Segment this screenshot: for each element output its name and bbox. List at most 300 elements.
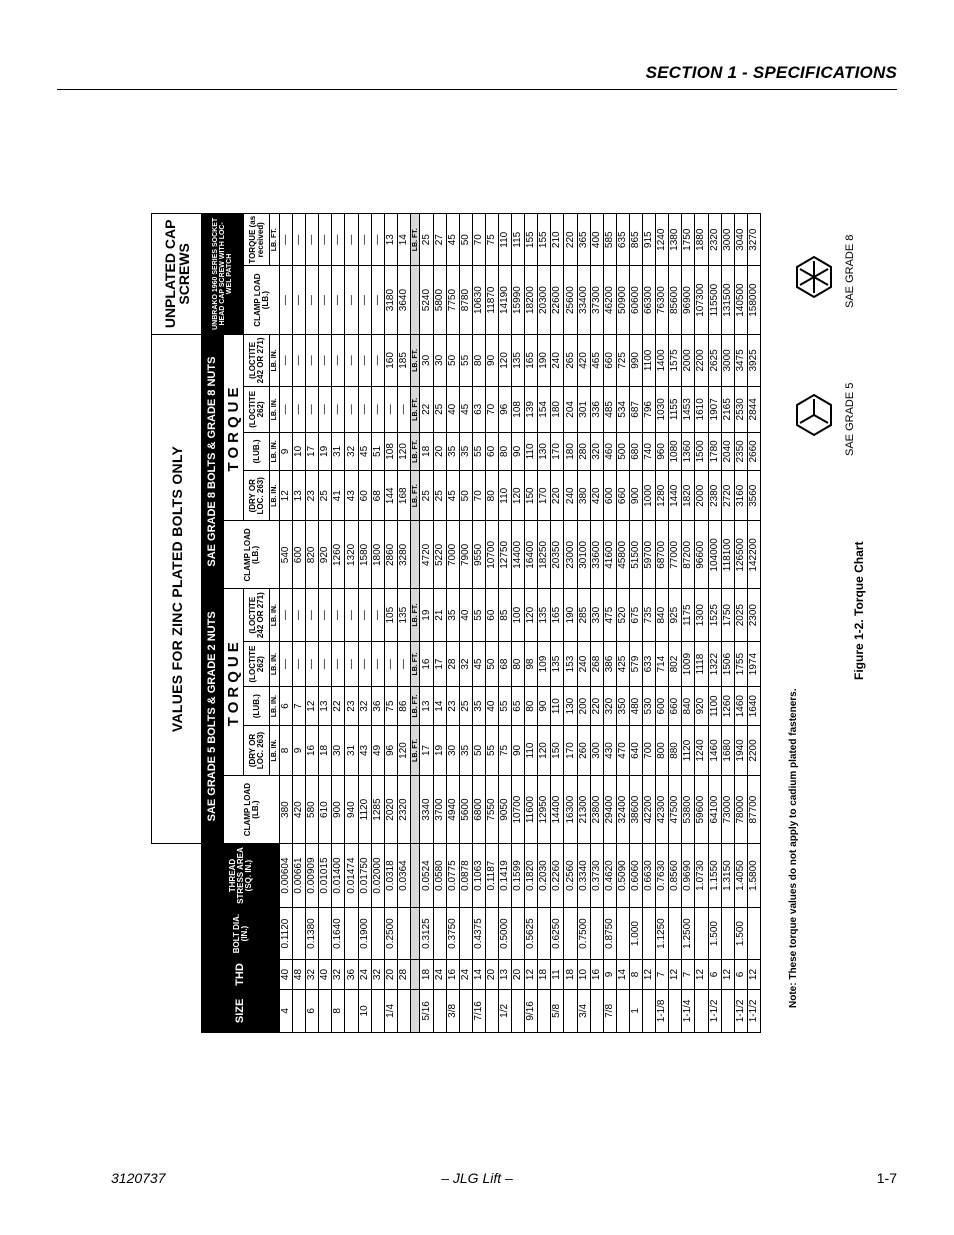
grade8-cell: 108	[512, 387, 525, 432]
grade5-cell: 110	[525, 725, 538, 775]
thd-cell: 40	[319, 960, 332, 990]
unplated-cell: 107300	[695, 266, 708, 334]
grade5-cell: 6800	[472, 775, 485, 843]
grade5-cell: 80	[512, 641, 525, 686]
grade8-cell: 10	[293, 432, 306, 471]
thd-cell: 24	[358, 960, 371, 990]
stress-area-cell: 0.1419	[499, 844, 512, 908]
grade8-cell: —	[358, 387, 371, 432]
bolt-dia-cell: 0.3125	[420, 907, 433, 959]
grade5-cell: 190	[564, 589, 577, 641]
grade5-cell: 43	[358, 725, 371, 775]
grade5-cell: 802	[669, 641, 682, 686]
grade5-cell: 300	[590, 725, 603, 775]
table-row	[577, 214, 590, 1033]
table-row	[459, 214, 472, 1033]
grade8-cell: 185	[397, 334, 410, 386]
footer-company: – JLG Lift –	[441, 1170, 513, 1186]
grade5-cell: 425	[616, 641, 629, 686]
bolt-dia-cell	[721, 907, 734, 959]
g8-lub-header: (LUB.)	[244, 432, 270, 471]
size-cell: 7/8	[603, 989, 616, 1032]
grade5-cell: 1974	[747, 641, 760, 686]
grade8-cell: 10700	[485, 521, 498, 589]
grade8-cell: 23	[306, 471, 319, 521]
unplated-cell: —	[306, 214, 319, 266]
grade8-cell: 420	[577, 334, 590, 386]
grade8-cell: 60	[485, 432, 498, 471]
table-row	[512, 214, 525, 1033]
thd-cell: 18	[420, 960, 433, 990]
grade5-cell: 55	[472, 589, 485, 641]
grade5-cell: 65	[512, 687, 525, 726]
grade8-cell: 160	[384, 334, 397, 386]
grade5-cell: —	[319, 589, 332, 641]
size-cell: 3/4	[577, 989, 590, 1032]
grade8-cell: 1320	[345, 521, 358, 589]
grade8-cell: 1580	[358, 521, 371, 589]
grade8-cell: 3160	[734, 471, 747, 521]
grade5-cell: 16	[306, 725, 319, 775]
unplated-cell: 5800	[433, 266, 446, 334]
grade8-cell: 900	[629, 471, 642, 521]
unit-label: LB. IN.	[270, 641, 280, 686]
grade5-cell: 714	[656, 641, 669, 686]
thd-cell: 16	[590, 960, 603, 990]
unit-label: LB. FT.	[410, 589, 420, 641]
table-row	[669, 214, 682, 1033]
stress-area-cell: 0.3730	[590, 844, 603, 908]
grade8-cell: 30100	[577, 521, 590, 589]
footer-page-number: 1-7	[876, 1170, 897, 1186]
grade8-cell: 1400	[656, 334, 669, 386]
unplated-cell: 50	[459, 214, 472, 266]
grade5-cell: 22	[332, 687, 345, 726]
size-header: SIZE	[202, 989, 280, 1032]
grade8-cell: 43	[345, 471, 358, 521]
grade5-cell: 200	[577, 687, 590, 726]
grade8-cell: 687	[629, 387, 642, 432]
grade8-cell: 23000	[564, 521, 577, 589]
thd-cell: 13	[499, 960, 512, 990]
grade8-cell: 2530	[734, 387, 747, 432]
grade5-cell: 7550	[485, 775, 498, 843]
grade8-cell: 18250	[538, 521, 551, 589]
size-cell: 5/8	[551, 989, 564, 1032]
grade8-cell: 45	[459, 387, 472, 432]
unplated-cell: 3040	[734, 214, 747, 266]
grade5-cell: 660	[669, 687, 682, 726]
size-cell	[293, 989, 306, 1032]
grade8-cell: 420	[590, 471, 603, 521]
thd-cell: 14	[472, 960, 485, 990]
grade8-cell: 51	[371, 432, 384, 471]
blank-cell	[410, 266, 420, 334]
stress-area-cell: 0.0524	[420, 844, 433, 908]
bolt-dia-cell	[643, 907, 656, 959]
grade8-cell: 12750	[499, 521, 512, 589]
grade8-cell: 87200	[682, 521, 695, 589]
grade5-cell: 285	[577, 589, 590, 641]
grade5-cell: 600	[656, 687, 669, 726]
thd-cell: 7	[682, 960, 695, 990]
grade5-cell: 42300	[656, 775, 669, 843]
grade8-cell: 32	[345, 432, 358, 471]
unplated-cell: 865	[629, 214, 642, 266]
size-cell	[564, 989, 577, 1032]
grade5-cell: 130	[564, 687, 577, 726]
grade5-cell: 40	[459, 589, 472, 641]
grade8-cell: 320	[590, 432, 603, 471]
bolt-dia-cell	[371, 907, 384, 959]
thd-cell: 24	[459, 960, 472, 990]
thd-cell: 36	[345, 960, 358, 990]
grade8-cell: —	[306, 334, 319, 386]
bolt-dia-cell: 0.1120	[280, 907, 293, 959]
thd-cell: 6	[734, 960, 747, 990]
g5-loc242-header: (LOCTITE 242 OR 271)	[244, 589, 270, 641]
thd-cell: 12	[669, 960, 682, 990]
grade8-cell: 25	[319, 471, 332, 521]
bolt-dia-cell	[616, 907, 629, 959]
grade5-cell: 16300	[564, 775, 577, 843]
grade8-cell: 1575	[669, 334, 682, 386]
grade8-cell: 13	[293, 471, 306, 521]
thd-cell: 6	[708, 960, 721, 990]
table-row	[293, 214, 306, 1033]
thd-cell: 40	[280, 960, 293, 990]
unplated-cell: 7750	[446, 266, 459, 334]
grade5-cell: 1640	[747, 687, 760, 726]
stress-area-cell: 1.3150	[721, 844, 734, 908]
g5-torque-word: TORQUE	[224, 589, 244, 775]
size-cell	[695, 989, 708, 1032]
grade5-cell: 35	[446, 589, 459, 641]
size-cell: 9/16	[525, 989, 538, 1032]
grade5-cell: 8	[280, 725, 293, 775]
table-row	[656, 214, 669, 1033]
table-row	[446, 214, 459, 1033]
grade8-cell: 1800	[371, 521, 384, 589]
stress-area-cell: 0.6630	[643, 844, 656, 908]
unplated-cell: 3640	[397, 266, 410, 334]
stress-area-cell: 0.01400	[332, 844, 345, 908]
grade8-cell: 25	[420, 471, 433, 521]
g5-dry-header: (DRY OR LOC. 263)	[244, 725, 270, 775]
bolt-dia-cell	[590, 907, 603, 959]
bolt-dia-cell	[293, 907, 306, 959]
grade5-cell: 1009	[682, 641, 695, 686]
grade8-cell: 600	[603, 471, 616, 521]
grade5-cell: —	[306, 589, 319, 641]
sae-grade5-label: SAE GRADE 5	[844, 382, 856, 456]
grade5-cell: 25	[459, 687, 472, 726]
grade8-cell: 660	[603, 334, 616, 386]
g8-dry-header: (DRY OR LOC. 263)	[244, 471, 270, 521]
grade5-cell: 320	[603, 687, 616, 726]
unbrako-title: UNBRAKO 1960 SERIES SOCKET HEAD CAP SCREW WITH LOC-WEL PATCH	[202, 214, 244, 335]
unplated-cell: 140500	[734, 266, 747, 334]
grade5-cell: 386	[603, 641, 616, 686]
thd-cell: 32	[332, 960, 345, 990]
grade5-cell: 47500	[669, 775, 682, 843]
grade5-cell: 470	[616, 725, 629, 775]
grade8-cell: 600	[293, 521, 306, 589]
bolt-dia-cell: 1.500	[708, 907, 721, 959]
stress-area-cell: 0.9690	[682, 844, 695, 908]
grade8-cell: 170	[538, 471, 551, 521]
grade5-cell: —	[332, 589, 345, 641]
grade5-cell: 800	[656, 725, 669, 775]
grade5-cell: 7	[293, 687, 306, 726]
table-row	[551, 214, 564, 1033]
unplated-cell: 14	[397, 214, 410, 266]
grade5-cell: 3340	[420, 775, 433, 843]
grade8-cell: —	[371, 334, 384, 386]
stress-area-cell: 0.6060	[629, 844, 642, 908]
thd-cell: 9	[603, 960, 616, 990]
grade5-cell: 55	[499, 687, 512, 726]
unplated-cell: 915	[643, 214, 656, 266]
unplated-cell: 33400	[577, 266, 590, 334]
grade5-cell: 110	[551, 687, 564, 726]
grade5-cell: —	[280, 589, 293, 641]
grade5-cell: 1940	[734, 725, 747, 775]
grade5-cell: —	[345, 641, 358, 686]
table-row	[643, 214, 656, 1033]
grade8-cell: 7900	[459, 521, 472, 589]
grade5-cell: 109	[538, 641, 551, 686]
grade5-cell: 75	[384, 687, 397, 726]
unplated-cell: 155	[525, 214, 538, 266]
grade8-cell: 1610	[695, 387, 708, 432]
thd-cell: 12	[695, 960, 708, 990]
bolt-dia-cell: 1.1250	[656, 907, 669, 959]
unplated-cell: 66300	[643, 266, 656, 334]
grade8-cell: 35	[459, 432, 472, 471]
table-row	[603, 214, 616, 1033]
grade8-cell: 3560	[747, 471, 760, 521]
grade5-cell: 1525	[708, 589, 721, 641]
table-row	[420, 214, 433, 1033]
blank-cell	[410, 844, 420, 908]
grade5-cell: 17	[433, 641, 446, 686]
footer-doc-number: 3120737	[111, 1170, 166, 1186]
grade5-cell: 240	[577, 641, 590, 686]
size-cell	[643, 989, 656, 1032]
grade5-cell: 260	[577, 725, 590, 775]
size-cell	[371, 989, 384, 1032]
unplated-cell: 8780	[459, 266, 472, 334]
grade8-cell: 2380	[708, 471, 721, 521]
grade8-cell: 1440	[669, 471, 682, 521]
unplated-cell: 10630	[472, 266, 485, 334]
grade8-cell: 90	[485, 334, 498, 386]
grade5-cell: 23	[345, 687, 358, 726]
blank-cell	[410, 521, 420, 589]
grade5-cell: 105	[384, 589, 397, 641]
grade8-cell: 120	[397, 432, 410, 471]
bolt-dia-cell	[459, 907, 472, 959]
thd-cell: 14	[616, 960, 629, 990]
unplated-title: UNPLATED CAP SCREWS	[152, 214, 202, 335]
thd-cell: 11	[551, 960, 564, 990]
unit-label: LB. IN.	[270, 471, 280, 521]
unplated-cell: 2320	[708, 214, 721, 266]
grade8-cell: 3000	[721, 334, 734, 386]
grade5-cell: 13	[420, 687, 433, 726]
table-row	[682, 214, 695, 1033]
grade8-cell: 180	[551, 387, 564, 432]
grade8-cell: 110	[499, 471, 512, 521]
blank-corner	[152, 844, 202, 1033]
unplated-cell: 115	[512, 214, 525, 266]
table-row	[358, 214, 371, 1033]
grade5-cell: 13	[319, 687, 332, 726]
grade8-cell: 59700	[643, 521, 656, 589]
grade5-cell: 610	[319, 775, 332, 843]
blank-cell	[410, 907, 420, 959]
bolt-dia-cell	[669, 907, 682, 959]
grade8-cell: 135	[512, 334, 525, 386]
grade5-cell: 1750	[721, 589, 734, 641]
grade8-cell: 9	[280, 432, 293, 471]
grade8-cell: 3475	[734, 334, 747, 386]
grade8-cell: 120	[499, 334, 512, 386]
grade5-cell: 50	[472, 725, 485, 775]
torque-table	[151, 213, 761, 1033]
unplated-cell: 400	[590, 214, 603, 266]
grade8-cell: 170	[551, 432, 564, 471]
note-text: Note: These torque values do not apply to cadium plated fasteners.	[788, 688, 799, 1008]
grade5-cell: 170	[564, 725, 577, 775]
grade8-cell: 5220	[433, 521, 446, 589]
grade8-cell: 1500	[695, 432, 708, 471]
stress-area-cell: 0.0580	[433, 844, 446, 908]
unit-label: LB. IN.	[270, 725, 280, 775]
grade8-cell: 110	[525, 432, 538, 471]
grade8-cell: 485	[603, 387, 616, 432]
size-cell	[319, 989, 332, 1032]
g8-loc262-header: (LOCTITE 262)	[244, 387, 270, 432]
unplated-cell: 85600	[669, 266, 682, 334]
unit-label: LB. IN.	[270, 432, 280, 471]
unplated-cell: 75	[485, 214, 498, 266]
stress-area-cell: 1.1550	[708, 844, 721, 908]
grade5-cell: 86	[397, 687, 410, 726]
grade8-cell: 139	[525, 387, 538, 432]
table-row	[616, 214, 629, 1033]
thd-cell: 20	[512, 960, 525, 990]
grade5-cell: 120	[397, 725, 410, 775]
stress-area-cell: 1.5800	[747, 844, 760, 908]
unit-label: LB. FT.	[410, 387, 420, 432]
bolt-dia-cell	[695, 907, 708, 959]
grade5-cell: 35	[459, 725, 472, 775]
bolt-dia-cell	[433, 907, 446, 959]
grade5-cell: 640	[629, 725, 642, 775]
grade8-cell: 130	[538, 432, 551, 471]
grade8-cell: 2165	[721, 387, 734, 432]
grade8-cell: 2040	[721, 432, 734, 471]
unplated-cell: 11870	[485, 266, 498, 334]
grade5-cell: 2320	[397, 775, 410, 843]
unplated-cell: —	[371, 266, 384, 334]
grade5-cell: 32400	[616, 775, 629, 843]
table-row	[345, 214, 358, 1033]
sae-grade5-bolt-head-icon	[792, 393, 836, 437]
grade5-cell: 75	[499, 725, 512, 775]
size-cell: 1/2	[499, 989, 512, 1032]
grade5-cell: 100	[512, 589, 525, 641]
grade5-cell: 2200	[747, 725, 760, 775]
grade5-cell: 1120	[682, 725, 695, 775]
grade5-cell: 85	[499, 589, 512, 641]
grade8-cell: —	[280, 334, 293, 386]
unplated-cell: —	[293, 214, 306, 266]
grade5-cell: 2025	[734, 589, 747, 641]
bolt-dia-cell: 0.4375	[472, 907, 485, 959]
grade8-cell: —	[319, 387, 332, 432]
table-row	[485, 214, 498, 1033]
grade8-cell: 96600	[695, 521, 708, 589]
thd-cell: 8	[629, 960, 642, 990]
table-row	[280, 214, 293, 1033]
grade5-cell: 700	[643, 725, 656, 775]
stress-area-cell: 0.1063	[472, 844, 485, 908]
grade5-cell: 31	[345, 725, 358, 775]
grade5-cell: 268	[590, 641, 603, 686]
grade8-cell: 108	[384, 432, 397, 471]
grade8-cell: 220	[551, 471, 564, 521]
stress-area-cell: 0.0878	[459, 844, 472, 908]
unplated-cell: 70	[472, 214, 485, 266]
bolt-dia-header: BOLT DIA. (IN.)	[202, 907, 280, 959]
grade5-cell: 50	[485, 641, 498, 686]
unplated-cell: —	[293, 266, 306, 334]
unplated-cell: 365	[577, 214, 590, 266]
unit-label: LB. FT.	[410, 334, 420, 386]
grade5-cell: 1120	[358, 775, 371, 843]
grade8-cell: 63	[472, 387, 485, 432]
grade5-cell: —	[306, 641, 319, 686]
sae-grade8-bolt-head-icon	[792, 255, 836, 299]
grade8-cell: 33600	[590, 521, 603, 589]
grade8-cell: 265	[564, 334, 577, 386]
unplated-cell: 15990	[512, 266, 525, 334]
grade5-cell: —	[332, 641, 345, 686]
size-cell	[590, 989, 603, 1032]
unplated-cell: 14190	[499, 266, 512, 334]
grade8-cell: 142200	[747, 521, 760, 589]
stress-area-cell: 0.0364	[397, 844, 410, 908]
unplated-cell: 585	[603, 214, 616, 266]
grade5-cell: 840	[682, 687, 695, 726]
grade5-cell: 350	[616, 687, 629, 726]
bolt-dia-cell: 1.2500	[682, 907, 695, 959]
grade8-cell: 336	[590, 387, 603, 432]
bolt-dia-cell: 0.5625	[525, 907, 538, 959]
unplated-cell: —	[345, 266, 358, 334]
unplated-cell: 27	[433, 214, 446, 266]
unplated-cell: —	[306, 266, 319, 334]
thd-cell: 12	[643, 960, 656, 990]
grade5-cell: —	[358, 641, 371, 686]
table-row	[747, 214, 760, 1033]
grade8-cell: 680	[629, 432, 642, 471]
stress-area-cell: 0.1187	[485, 844, 498, 908]
grade5-cell: 14	[433, 687, 446, 726]
